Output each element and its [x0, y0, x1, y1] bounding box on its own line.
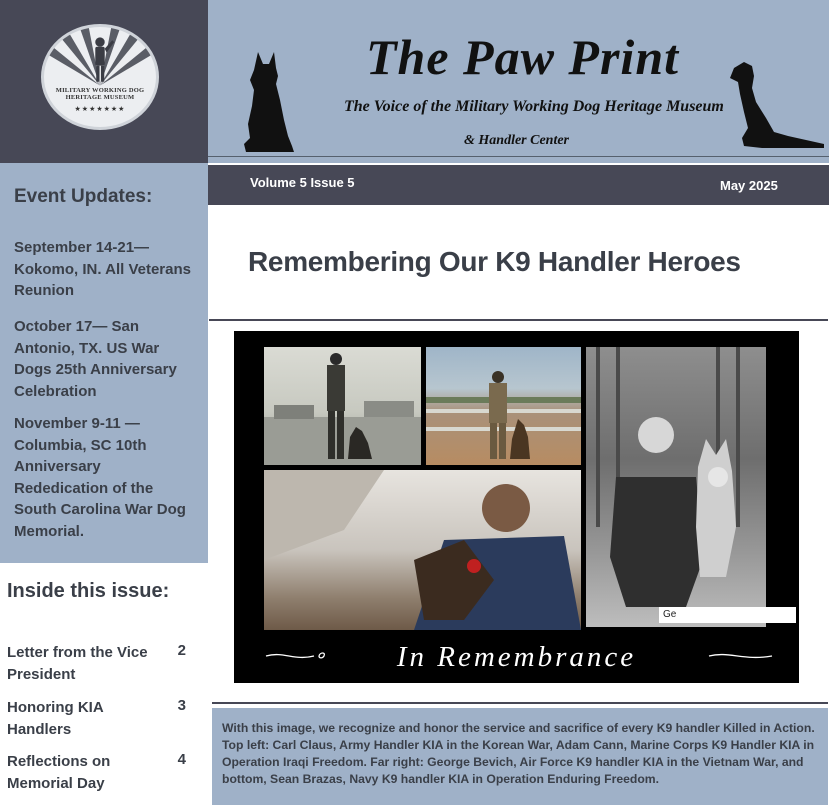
event-item: November 9-11 — Columbia, SC 10th Anniversary Rededication of the South Carolina War Dog Memorial.: [14, 415, 186, 540]
caption-divider: [212, 702, 828, 704]
in-remembrance-script: In Remembrance: [396, 641, 637, 673]
toc-item[interactable]: [7, 751, 192, 794]
sitting-dog-left-icon: [236, 50, 296, 154]
masthead-divider: [208, 156, 829, 157]
photo-name-label: Ge: [659, 607, 796, 623]
issue-volume: Volume 5 Issue 5: [250, 175, 355, 190]
museum-logo: [41, 24, 159, 130]
photo-sean-brazas: [264, 470, 581, 630]
toc-item[interactable]: [7, 697, 192, 740]
newsletter-subtitle-line2: & Handler Center: [464, 133, 570, 148]
masthead: [208, 0, 829, 163]
toc-item-page: 4: [177, 751, 186, 768]
photo-adam-cann: [426, 347, 581, 465]
remembrance-collage: [234, 331, 799, 683]
newsletter-subtitle-line1: The Voice of the Military Working Dog Heritage Museum: [344, 98, 724, 115]
logo-panel: [0, 0, 208, 163]
photo-caption-text: With this image, we recognize and honor the service and sacrifice of every K9 handler Killed in Action. Top left: Carl Claus, Army Handler KIA in the Korean War, Adam Cann, Marine Corps K9 Handler KIA in Operation Iraqi Freedom. Far right: George Bevich, Air Force K9 handler KIA in the Vietnam War, and bottom, Sean Brazas, Navy K9 handler KIA in Operation Enduring Freedom.: [222, 721, 815, 786]
photo-caption-box: [212, 708, 828, 805]
newsletter-title: The Paw Print: [366, 29, 680, 85]
sitting-dog-right-icon: [726, 58, 826, 150]
event-item: October 17— San Antonio, TX. US War Dogs 25th Anniversary Celebration: [14, 318, 177, 400]
toc-item-title: Letter from the Vice President: [7, 644, 148, 683]
issue-date: May 2025: [720, 178, 778, 193]
flourish-right-icon: [704, 649, 774, 663]
article-headline: Remembering Our K9 Handler Heroes: [248, 246, 741, 277]
issue-bar: [208, 165, 829, 205]
photo-carl-claus: [264, 347, 421, 465]
event-item: September 14-21— Kokomo, IN. All Veterans Reunion: [14, 239, 191, 299]
event-updates-heading: Event Updates:: [14, 186, 153, 207]
toc-item-title: Reflections on Memorial Day: [7, 753, 111, 792]
toc-item[interactable]: [7, 642, 192, 685]
photo-george-bevich: [586, 347, 766, 627]
logo-stars: ★★★★★★★: [74, 106, 126, 113]
toc-item-title: Honoring KIA Handlers: [7, 699, 104, 738]
toc-item-page: 3: [177, 697, 186, 714]
headline-divider: [209, 319, 828, 321]
toc-item-page: 2: [177, 642, 186, 659]
toc-heading: Inside this issue:: [7, 580, 170, 602]
logo-text: MILITARY WORKING DOG HERITAGE MUSEUM: [55, 87, 145, 101]
event-updates-panel: [0, 163, 208, 563]
